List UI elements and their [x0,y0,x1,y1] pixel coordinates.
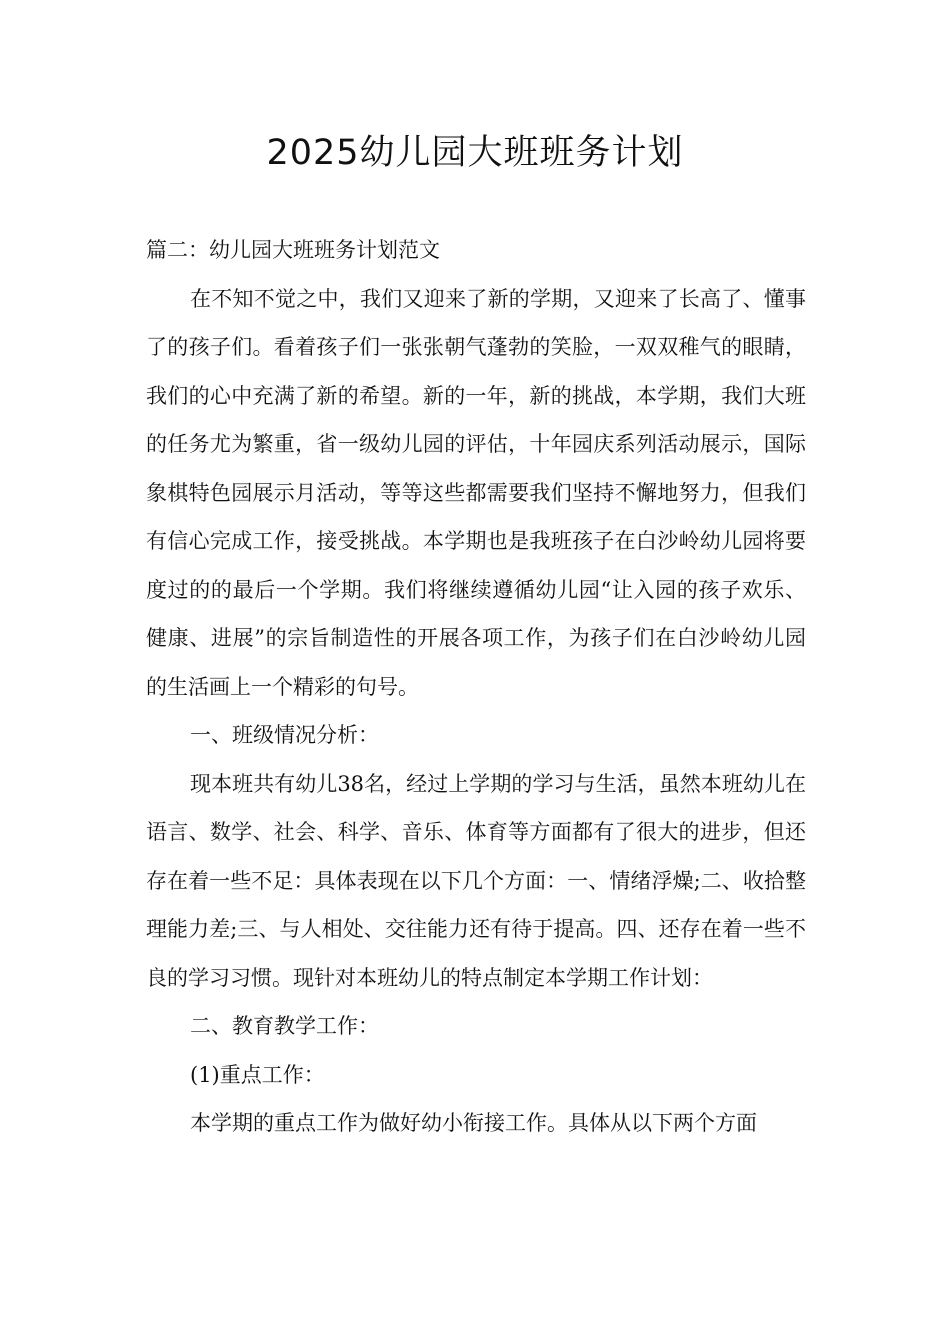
paragraph-heading-key-work: (1)重点工作： [190,1062,325,1087]
document-title: 2025幼儿园大班班务计划 [266,133,684,173]
paragraph-key-work: 本学期的重点工作为做好幼小衔接工作。具体从以下两个方面 [190,1111,757,1135]
paragraph-intro: 在不知不觉之中，我们又迎来了新的学期，又迎来了长高了、懂事了的孩子们。看着孩子们一张张朝气蓬勃的笑脸，一双双稚气的眼睛，我们的心中充满了新的希望。新的一年，新的挑战，本学期，我们大班的任务尤为繁重，省一级幼儿园的评估，十年园庆系列活动展示，国际象棋特色园展示月活动，等等这些都需要我们坚持不懈地努力，但我们有信心完成工作，接受挑战。本学期也是我班孩子在白沙岭幼儿园将要度过的的最后一个学期。我们将继续遵循幼儿园“让入园的孩子欢乐、健康、进展”的宗旨制造性的开展各项工作，为孩子们在白沙岭幼儿园的生活画上一个精彩的句号。 [146,286,806,699]
paragraph-heading-class-analysis: 一、班级情况分析： [190,723,379,747]
document-body [146,226,806,1148]
section-heading: 篇二：幼儿园大班班务计划范文 [146,238,440,262]
paragraph-class-analysis: 现本班共有幼儿38名，经过上学期的学习与生活，虽然本班幼儿在语言、数学、社会、科学、音乐、体育等方面都有了很大的进步，但还存在着一些不足：具体表现在以下几个方面：一、情绪浮燥;二、收拾整理能力差;三、与人相处、交往能力还有待于提高。四、还存在着一些不良的学习习惯。现针对本班幼儿的特点制定本学期工作计划： [146,771,806,990]
paragraph-heading-teaching: 二、教育教学工作： [190,1014,379,1038]
